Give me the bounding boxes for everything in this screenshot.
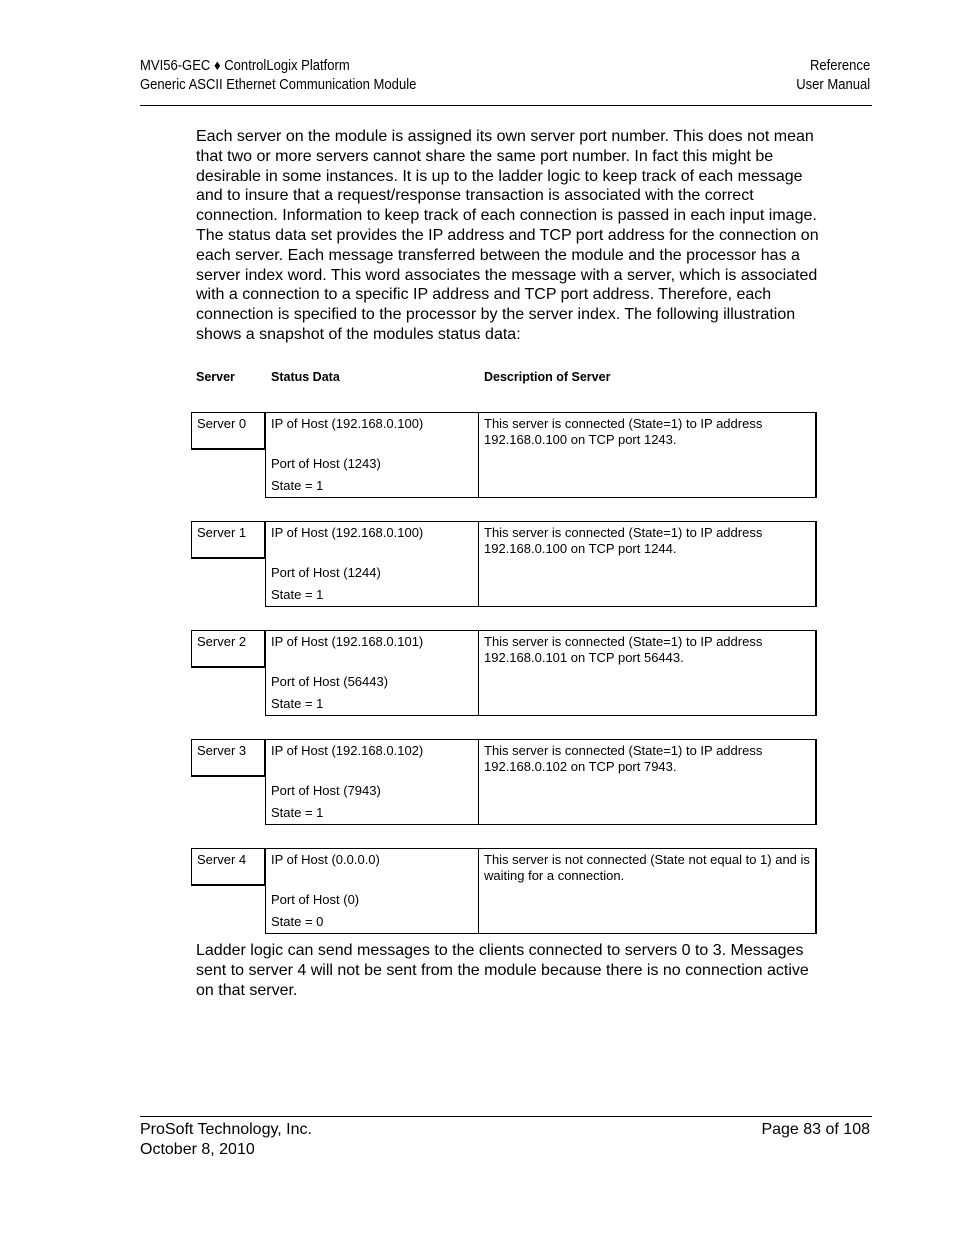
footer-rule — [140, 1116, 872, 1117]
server-ip: IP of Host (192.168.0.102) — [271, 743, 424, 758]
server-row-3 — [191, 739, 817, 826]
column-header-description: Description of Server — [484, 370, 611, 384]
server-name: Server 3 — [191, 739, 265, 777]
server-row-0 — [191, 412, 817, 499]
server-port: Port of Host (1244) — [271, 565, 381, 580]
header-rule — [140, 105, 872, 106]
footer-company: ProSoft Technology, Inc. — [140, 1121, 312, 1138]
server-status — [265, 630, 478, 716]
server-description: This server is connected (State=1) to IP address 192.168.0.100 on TCP port 1243. — [478, 412, 817, 498]
header-manual-type: User Manual — [796, 77, 870, 93]
footer-left — [140, 1120, 312, 1159]
column-header-server: Server — [196, 370, 235, 384]
server-port: Port of Host (1243) — [271, 456, 381, 471]
server-row-4 — [191, 848, 817, 935]
header-section: Reference — [809, 58, 870, 74]
server-status — [265, 739, 478, 825]
server-state: State = 0 — [271, 914, 324, 929]
server-status — [265, 848, 478, 934]
server-name: Server 0 — [191, 412, 265, 450]
server-row-1 — [191, 521, 817, 608]
footer-date: October 8, 2010 — [140, 1140, 255, 1158]
server-name: Server 4 — [191, 848, 265, 886]
server-description: This server is connected (State=1) to IP address 192.168.0.102 on TCP port 7943. — [478, 739, 817, 825]
server-ip: IP of Host (192.168.0.101) — [271, 634, 424, 649]
server-status — [265, 521, 478, 607]
footer-page-number: Page 83 of 108 — [761, 1121, 870, 1138]
column-header-status: Status Data — [271, 370, 340, 384]
server-description: This server is not connected (State not equal to 1) and is waiting for a connection. — [478, 848, 817, 934]
server-ip: IP of Host (192.168.0.100) — [271, 416, 424, 431]
header-product-title: MVI56-GEC ♦ ControlLogix Platform — [140, 58, 350, 74]
closing-paragraph: Ladder logic can send messages to the clients connected to servers 0 to 3. Messages sent to server 4 will not be sent from the module because there is no connection active on that server. — [196, 942, 809, 999]
header-right — [796, 57, 870, 95]
server-description: This server is connected (State=1) to IP address 192.168.0.100 on TCP port 1244. — [478, 521, 817, 607]
server-name: Server 2 — [191, 630, 265, 668]
server-state: State = 1 — [271, 696, 324, 711]
server-ip: IP of Host (0.0.0.0) — [271, 852, 380, 867]
server-description: This server is connected (State=1) to IP address 192.168.0.101 on TCP port 56443. — [478, 630, 817, 716]
server-name: Server 1 — [191, 521, 265, 559]
intro-paragraph: Each server on the module is assigned its own server port number. This does not mean that two or more servers cannot share the same port number. In fact this might be desirable in some instances. It is up to the ladder logic to keep track of each message and to insure that a request/response transaction is associated with the correct connection. Information to keep track of each connection is passed in each input image. The status data set provides the IP address and TCP port address for the connection on each server. Each message transferred between the module and the processor has a server index word. This word associates the message with a server, which is associated with a connection to a specific IP address and TCP port address. Therefore, each connection is specified to the processor by the server index. The following illustration shows a snapshot of the modules status data: — [196, 128, 819, 343]
server-status — [265, 412, 478, 498]
header-left — [140, 57, 416, 95]
server-row-2 — [191, 630, 817, 717]
server-port: Port of Host (56443) — [271, 674, 389, 689]
header-product-subtitle: Generic ASCII Ethernet Communication Module — [140, 77, 417, 93]
server-port: Port of Host (0) — [271, 892, 360, 907]
server-ip: IP of Host (192.168.0.100) — [271, 525, 424, 540]
server-port: Port of Host (7943) — [271, 783, 381, 798]
server-state: State = 1 — [271, 805, 324, 820]
server-state: State = 1 — [271, 478, 324, 493]
server-state: State = 1 — [271, 587, 324, 602]
